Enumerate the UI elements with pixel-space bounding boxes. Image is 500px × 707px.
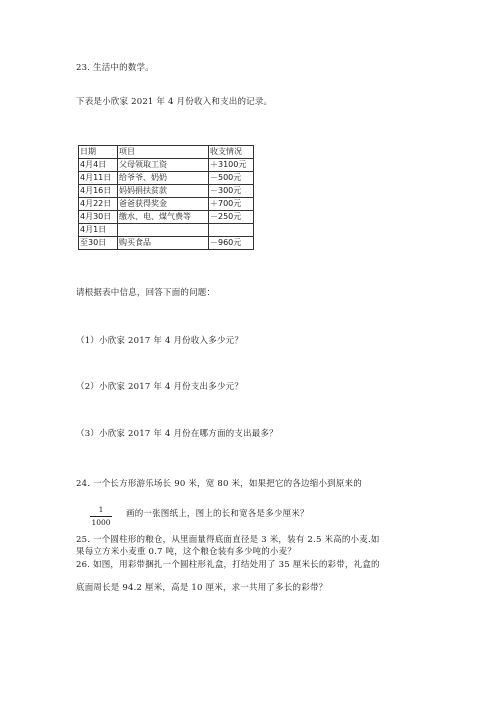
table-cell-date: 4月30日 [79, 211, 118, 224]
fraction-numerator: 1 [98, 505, 104, 514]
question-23-sub2: （2）小欣家 2017 年 4 月份支出多少元？ [76, 382, 244, 392]
question-23-intro: 下表是小欣家 2021 年 4 月份收入和支出的记录。 [76, 97, 273, 107]
table-cell-date: 4月1日 [79, 224, 118, 237]
table-cell-amount: ＋700元 [209, 198, 254, 211]
question-26-line2: 底面周长是 94.2 厘米，高是 10 厘米，求一共用了多长的彩带？ [76, 583, 328, 593]
table-row [79, 172, 254, 185]
question-25-line2: 果每立方米小麦重 0.7 吨，这个粮仓装有多少吨的小麦？ [76, 547, 297, 557]
table-cell-date: 4月16日 [79, 185, 118, 198]
table-row [79, 185, 254, 198]
table-cell-item: 爸爸获得奖金 [118, 198, 209, 211]
table-cell-item [118, 224, 209, 237]
income-expense-table [78, 145, 254, 250]
table-row [79, 237, 254, 250]
table-cell-date: 4月4日 [79, 159, 118, 172]
scale-fraction [90, 505, 112, 528]
table-row [79, 211, 254, 224]
table-cell-amount: －960元 [209, 237, 254, 250]
fraction-denominator: 1000 [91, 518, 111, 527]
table-cell-amount: －500元 [209, 172, 254, 185]
table-header-item: 项目 [118, 146, 209, 159]
table-cell-amount: ＋3100元 [209, 159, 254, 172]
table-header-row [79, 146, 254, 159]
question-24-line2: 画的一张图纸上，图上的长和宽各是多少厘米？ [126, 509, 309, 519]
table-row [79, 198, 254, 211]
question-23-sub1: （1）小欣家 2017 年 4 月份收入多少元？ [76, 336, 244, 346]
table-row [79, 224, 254, 237]
table-cell-date: 4月22日 [79, 198, 118, 211]
table-cell-amount: －250元 [209, 211, 254, 224]
question-23-title: 23. 生活中的数学。 [76, 63, 154, 73]
table-cell-amount: －300元 [209, 185, 254, 198]
table-cell-item: 购买食品 [118, 237, 209, 250]
question-25-line1: 25. 一个圆柱形的粮仓，从里面量得底面直径是 3 米，装有 2.5 米高的小麦.如 [76, 535, 380, 545]
table-cell-item: 父母领取工资 [118, 159, 209, 172]
table-header-date: 日期 [79, 146, 118, 159]
table-cell-item: 缴水、电、煤气费等 [118, 211, 209, 224]
question-26-line1: 26. 如图，用彩带捆扎一个圆柱形礼盒，打结处用了 35 厘米长的彩带，礼盒的 [76, 560, 380, 570]
table-header-amount: 收支情况 [209, 146, 254, 159]
table-cell-date: 4月11日 [79, 172, 118, 185]
table-cell-date: 至30日 [79, 237, 118, 250]
fraction-bar [90, 516, 112, 517]
question-23-sub3: （3）小欣家 2017 年 4 月份在哪方面的支出最多？ [76, 429, 278, 439]
table-row [79, 159, 254, 172]
question-24-line1: 24. 一个长方形游乐场长 90 米，宽 80 米，如果把它的各边缩小到原来的 [76, 479, 362, 489]
table-cell-item: 妈妈捐扶贫款 [118, 185, 209, 198]
question-23-prompt: 请根据表中信息，回答下面的问题： [76, 288, 216, 298]
table-cell-amount [209, 224, 254, 237]
table-cell-item: 给爷爷、奶奶 [118, 172, 209, 185]
